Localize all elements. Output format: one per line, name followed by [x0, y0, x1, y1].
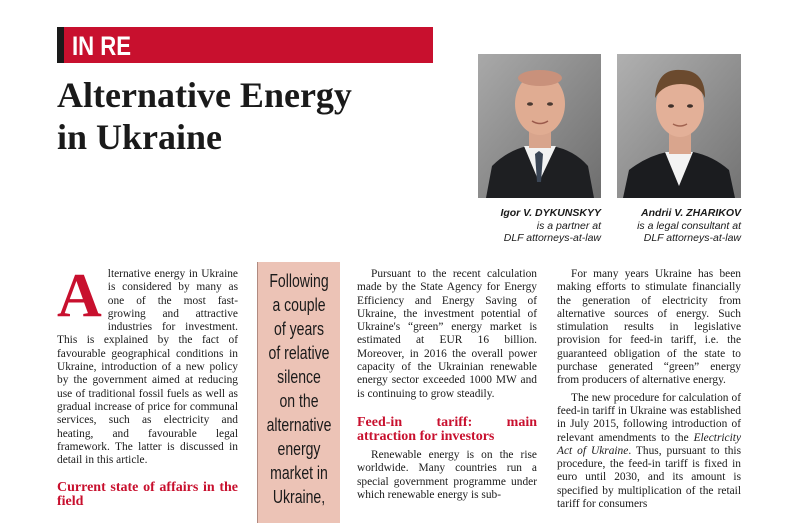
banner-marker — [57, 27, 64, 63]
pull-quote-line: on the — [279, 391, 319, 411]
section-heading-current-state: Current state of affairs in the field — [57, 480, 238, 510]
author-photo-dykunskyy — [478, 54, 601, 198]
stimulation-paragraph: For many years Ukraine has been making efforts to stimulate financially the generation of electricity from alternative sources of energy. Such stimulation results in legislative provision for feed-in tariff, i.e. the guaranteed obligation of the state to purchase generated “green” energy from producers of alternative energy. — [557, 268, 741, 387]
article-column-4 — [557, 268, 741, 511]
intro-paragraph — [57, 262, 238, 467]
portrait-image — [478, 54, 601, 198]
portrait-image — [617, 54, 741, 198]
pull-quote-line: market in — [270, 463, 328, 483]
section-label: IN RE — [72, 31, 132, 61]
procedure-text-b: . Thus, pursuant to this procedure, the feed-in tariff is fixed in euro until 2030, and its amount is specified by multiplication of the retail tariff for consumers — [557, 444, 741, 511]
renewable-paragraph: Renewable energy is on the rise worldwide. Many countries run a special government programme under which renewable energy is sub- — [357, 448, 537, 501]
author-role: is a partner at — [536, 219, 601, 232]
pull-quote-line: energy — [277, 439, 321, 459]
title-line-1: Alternative Energy — [57, 75, 352, 115]
procedure-text-a: The new procedure for calculation of feed-in tariff in Ukraine was established in July 2015, following introduction of relevant amendments to the — [557, 391, 741, 444]
pull-quote-line: of years — [274, 319, 324, 339]
article-column-1 — [57, 262, 238, 510]
author-caption-dykunskyy — [441, 207, 601, 245]
intro-text: lternative energy in Ukraine is considered by many as one of the most fast-growing and attractive industries for investment. This is explained by the fact of favourable geographical conditions in Ukraine, introduction of a new policy by the government aimed at reducing use of traditional fossil fuels as well as gradual increase of price for communal services, such as electricity and heating, and favourable legal framework. The latter is discussed in detail in this article. — [57, 268, 238, 467]
pull-quote-line: Following — [269, 271, 329, 291]
pull-quote-line: silence — [277, 367, 321, 387]
procedure-paragraph — [557, 392, 741, 512]
pull-quote-line: of relative — [268, 343, 330, 363]
drop-cap: A — [57, 262, 102, 330]
pull-quote-text — [258, 262, 339, 509]
author-firm: DLF attorneys-at-law — [643, 232, 741, 244]
section-heading-feed-in-tariff: Feed-in tariff: main attraction for investors — [357, 414, 537, 444]
article-column-3 — [357, 268, 537, 502]
author-name: Andrii V. ZHARIKOV — [641, 207, 741, 219]
author-caption-zharikov — [581, 207, 741, 245]
pull-quote-line: Ukraine, — [272, 487, 326, 507]
investment-paragraph: Pursuant to the recent calculation made by the State Agency for Energy Efficiency and Energy Saving of Ukraine, the investment potential of Ukraine's “green” energy market is estimated at EUR 16 billion. Moreover, in 2016 the overall power capacity of the Ukrainian renewable energy sector exceeded 1000 MW and is continuing to grow steadily. — [357, 268, 537, 400]
author-photo-zharikov — [617, 54, 741, 198]
law-reference: Electricity Act of Ukraine — [557, 431, 741, 457]
author-name: Igor V. DYKUNSKYY — [500, 207, 601, 219]
title-line-2: in Ukraine — [57, 117, 223, 157]
article-title — [57, 74, 467, 158]
pull-quote-line: alternative — [266, 415, 332, 435]
author-role: is a legal consultant at — [637, 219, 741, 232]
pull-quote-line: a couple — [272, 295, 326, 315]
pull-quote — [257, 262, 340, 523]
author-firm: DLF attorneys-at-law — [503, 232, 601, 244]
